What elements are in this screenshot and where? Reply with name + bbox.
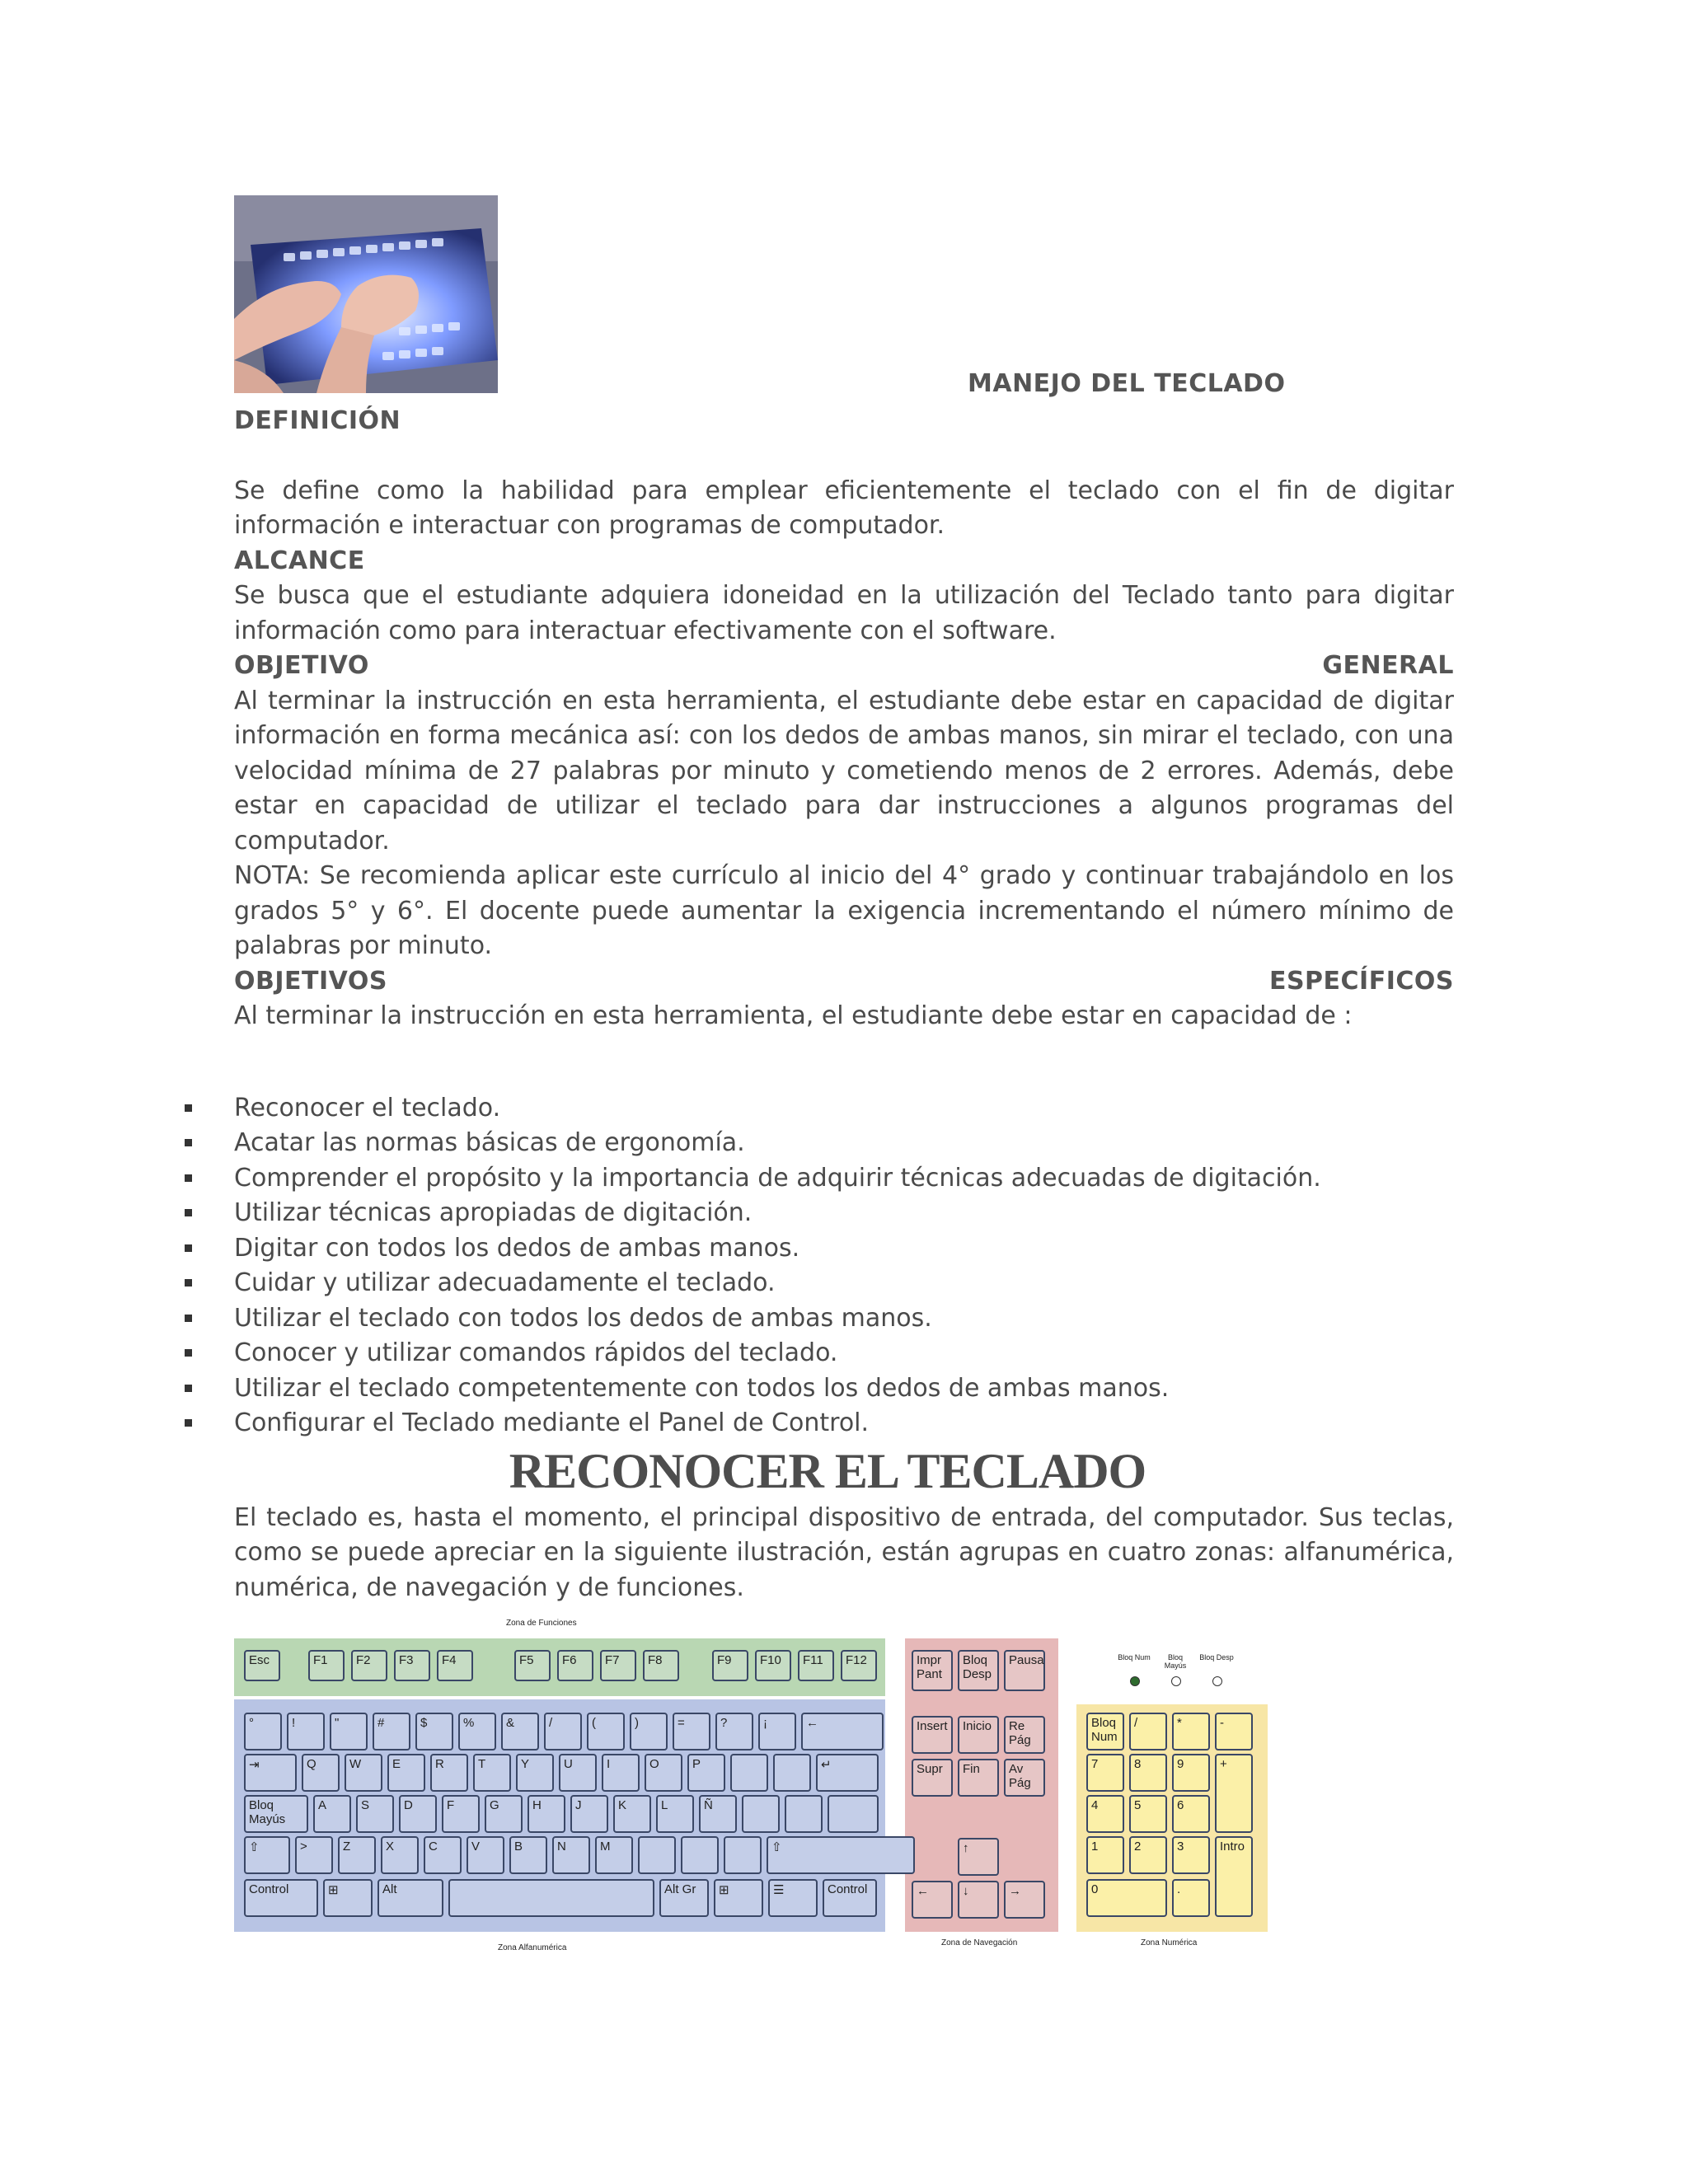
section-title: RECONOCER EL TECLADO — [509, 1443, 1146, 1498]
objetivo-general-heading — [234, 649, 1454, 684]
alpha-key — [773, 1754, 811, 1792]
alpha-key: Y — [516, 1754, 554, 1792]
zone-functions-label: Zona de Funciones — [506, 1619, 577, 1628]
lock-indicator-icon — [1130, 1676, 1140, 1686]
alpha-key — [681, 1836, 719, 1874]
keyboard-photo — [234, 195, 498, 393]
control-key: Control — [244, 1879, 318, 1917]
alpha-key: # — [373, 1713, 410, 1750]
numpad-plus-key: + — [1215, 1754, 1253, 1833]
alpha-key: Q — [302, 1754, 340, 1792]
objetivo-text: Al terminar la instrucción en esta herramienta, el estudiante debe estar en capacidad de digitar información en forma mecánica así: con los dedos de ambas manos, sin mirar el teclado, con una velocidad mínima de 27 palabras por minuto y cometiendo menos de 2 errores. Además, debe estar en capacidad de utilizar el teclado para dar instrucciones a algunos programas del computador. — [234, 686, 1454, 855]
numpad-key: 6 — [1172, 1795, 1210, 1833]
especificos-heading-right: ESPECÍFICOS — [1268, 966, 1454, 996]
bullet-icon — [185, 1315, 192, 1322]
bullet-icon — [185, 1209, 192, 1216]
document-body — [234, 404, 1454, 1605]
arrow-key: ↓ — [958, 1881, 999, 1919]
alpha-key: & — [501, 1713, 539, 1750]
alpha-key: > — [295, 1836, 333, 1874]
numpad-key: 9 — [1172, 1754, 1210, 1792]
alpha-key — [785, 1795, 823, 1833]
nota-text: NOTA: Se recomienda aplicar este currículo al inicio del 4° grado y continuar trabajándolo en los grados 5° y 6°. El docente puede aumentar la exigencia incrementando el número mínimo de palabras por minuto. — [234, 861, 1454, 960]
list-item: Configurar el Teclado mediante el Panel de Control. — [234, 1406, 1454, 1441]
bullet-icon — [185, 1174, 192, 1182]
zone-nav-label: Zona de Navegación — [941, 1938, 1018, 1947]
bullet-icon — [185, 1349, 192, 1357]
nav-key: Insert — [912, 1716, 953, 1754]
bullet-icon — [185, 1279, 192, 1286]
especificos-heading-left: OBJETIVOS — [234, 966, 387, 996]
shift-key: ⇧ — [767, 1836, 915, 1874]
function-key: F8 — [643, 1650, 679, 1681]
alcance-text: Se busca que el estudiante adquiera idoneidad en la utilización del Teclado tanto para digitar información como para interactuar efectivamente con el software. — [234, 581, 1454, 645]
alpha-key: ( — [587, 1713, 625, 1750]
list-item: Comprender el propósito y la importancia de adquirir técnicas adecuadas de digitación. — [234, 1161, 1454, 1197]
alpha-key: X — [381, 1836, 419, 1874]
lock-indicator-label: Bloq Desp — [1199, 1653, 1234, 1661]
nav-key: Pausa — [1004, 1650, 1045, 1691]
nav-key: Re Pág — [1004, 1716, 1045, 1754]
nav-key: Av Pág — [1004, 1759, 1045, 1797]
bullet-icon — [185, 1244, 192, 1252]
alpha-key: ) — [630, 1713, 668, 1750]
function-key: F3 — [394, 1650, 430, 1681]
alpha-key: S — [356, 1795, 394, 1833]
function-key: F2 — [351, 1650, 387, 1681]
lock-indicator-label: Bloq Num — [1118, 1653, 1151, 1661]
numpad-key: 3 — [1172, 1836, 1210, 1874]
numpad-key: 8 — [1129, 1754, 1167, 1792]
numpad-key: 4 — [1086, 1795, 1124, 1833]
alpha-key: O — [645, 1754, 682, 1792]
alpha-key — [724, 1836, 762, 1874]
numpad-enter-key: Intro — [1215, 1836, 1253, 1917]
alpha-key: ¡ — [758, 1713, 796, 1750]
list-item: Utilizar técnicas apropiadas de digitación. — [234, 1196, 1454, 1231]
windows-key: ⊞ — [323, 1879, 373, 1917]
objetivos-especificos-heading — [234, 964, 1454, 1000]
list-item: Utilizar el teclado competentemente con todos los dedos de ambas manos. — [234, 1371, 1454, 1407]
arrow-key: → — [1004, 1881, 1045, 1919]
alpha-key: I — [602, 1754, 640, 1792]
alpha-key: / — [544, 1713, 582, 1750]
control-key: Control — [823, 1879, 877, 1917]
alpha-key: F — [442, 1795, 480, 1833]
alpha-key: U — [559, 1754, 597, 1792]
alpha-key: H — [528, 1795, 565, 1833]
alpha-key — [638, 1836, 676, 1874]
alpha-key — [742, 1795, 780, 1833]
menu-key: ☰ — [768, 1879, 818, 1917]
document-title: MANEJO DEL TECLADO — [968, 369, 1286, 398]
alpha-key: P — [687, 1754, 725, 1792]
nav-key: Bloq Desp — [958, 1650, 999, 1691]
alpha-key: = — [673, 1713, 710, 1750]
numpad-key: 5 — [1129, 1795, 1167, 1833]
tab-key: ⇥ — [244, 1754, 297, 1792]
alpha-key: R — [430, 1754, 468, 1792]
alpha-key: K — [613, 1795, 651, 1833]
lock-indicator-label: Bloq Mayús — [1164, 1653, 1187, 1670]
alpha-key: L — [656, 1795, 694, 1833]
function-key: F10 — [755, 1650, 791, 1681]
alpha-key: W — [345, 1754, 382, 1792]
numpad-key: * — [1172, 1713, 1210, 1750]
function-key: F9 — [712, 1650, 748, 1681]
function-key: F1 — [308, 1650, 345, 1681]
objetivo-heading-right: GENERAL — [1322, 651, 1454, 680]
bullet-icon — [185, 1139, 192, 1146]
nav-key: Fin — [958, 1759, 999, 1797]
enter-key: ↵ — [816, 1754, 879, 1792]
alpha-key: Z — [338, 1836, 376, 1874]
altgr-key: Alt Gr — [659, 1879, 709, 1917]
shift-key: ⇧ — [244, 1836, 290, 1874]
especificos-intro: Al terminar la instrucción en esta herramienta, el estudiante debe estar en capacidad de : — [234, 1001, 1353, 1030]
alpha-key: E — [387, 1754, 425, 1792]
zone-alpha-label: Zona Alfanumérica — [498, 1943, 567, 1952]
alt-key: Alt — [377, 1879, 443, 1917]
alpha-key: G — [485, 1795, 523, 1833]
numpad-key: / — [1129, 1713, 1167, 1750]
list-item: Utilizar el teclado con todos los dedos de ambas manos. — [234, 1301, 1454, 1337]
lock-indicator-icon — [1212, 1676, 1222, 1686]
numpad-key: Bloq Num — [1086, 1713, 1124, 1750]
bullet-icon — [185, 1419, 192, 1427]
list-item: Acatar las normas básicas de ergonomía. — [234, 1126, 1454, 1161]
nav-key: Supr — [912, 1759, 953, 1797]
definicion-text: Se define como la habilidad para emplear eficientemente el teclado con el fin de digitar información e interactuar con programas de computador. — [234, 476, 1454, 540]
alpha-key: " — [330, 1713, 368, 1750]
function-key: F12 — [841, 1650, 877, 1681]
alpha-key: $ — [415, 1713, 453, 1750]
numpad-key: . — [1172, 1879, 1210, 1917]
alpha-key — [828, 1795, 879, 1833]
alpha-key: B — [509, 1836, 547, 1874]
lock-indicator-icon — [1171, 1676, 1181, 1686]
alpha-key: ! — [287, 1713, 325, 1750]
function-key: F4 — [437, 1650, 473, 1681]
definicion-heading: DEFINICIÓN — [234, 406, 401, 435]
numpad-key: - — [1215, 1713, 1253, 1750]
objetivo-heading-left: OBJETIVO — [234, 651, 369, 680]
objectives-list — [234, 1091, 1454, 1441]
alpha-key: D — [399, 1795, 437, 1833]
alpha-key: A — [313, 1795, 351, 1833]
alpha-key: J — [570, 1795, 608, 1833]
numpad-key: 1 — [1086, 1836, 1124, 1874]
alpha-key: ? — [715, 1713, 753, 1750]
arrow-key: ← — [912, 1881, 953, 1919]
keyboard-diagram — [234, 1617, 1273, 1963]
alpha-key: C — [424, 1836, 462, 1874]
alpha-key: ° — [244, 1713, 282, 1750]
reconocer-text: El teclado es, hasta el momento, el principal dispositivo de entrada, del computador. Sus teclas, como se puede apreciar en la siguiente ilustración, están agrupas en cuatro zonas: alfanumérica, numérica, de navegación y de funciones. — [234, 1502, 1454, 1602]
numpad-key: 2 — [1129, 1836, 1167, 1874]
bullet-icon — [185, 1104, 192, 1112]
alpha-key: V — [467, 1836, 504, 1874]
caps-lock-key: Bloq Mayús — [244, 1795, 308, 1833]
nav-key: Inicio — [958, 1716, 999, 1754]
windows-key: ⊞ — [714, 1879, 763, 1917]
alpha-key — [730, 1754, 768, 1792]
alpha-key: M — [595, 1836, 633, 1874]
list-item: Digitar con todos los dedos de ambas manos. — [234, 1231, 1454, 1267]
list-item: Cuidar y utilizar adecuadamente el teclado. — [234, 1266, 1454, 1301]
alpha-key: Ñ — [699, 1795, 737, 1833]
function-key: F11 — [798, 1650, 834, 1681]
nav-key: Impr Pant — [912, 1650, 953, 1691]
list-item: Conocer y utilizar comandos rápidos del teclado. — [234, 1336, 1454, 1371]
list-item: Reconocer el teclado. — [234, 1091, 1454, 1127]
function-key: F7 — [600, 1650, 636, 1681]
alpha-key: T — [473, 1754, 511, 1792]
function-key: F6 — [557, 1650, 593, 1681]
function-key: F5 — [514, 1650, 551, 1681]
arrow-key: ↑ — [958, 1838, 999, 1876]
alcance-heading: ALCANCE — [234, 546, 365, 575]
bullet-icon — [185, 1385, 192, 1392]
space-key — [448, 1879, 654, 1917]
backspace-key: ← — [801, 1713, 884, 1750]
zone-num-label: Zona Numérica — [1141, 1938, 1198, 1947]
alpha-key: N — [552, 1836, 590, 1874]
function-key: Esc — [244, 1650, 280, 1681]
numpad-zero-key: 0 — [1086, 1879, 1167, 1917]
alpha-key: % — [458, 1713, 496, 1750]
numpad-key: 7 — [1086, 1754, 1124, 1792]
